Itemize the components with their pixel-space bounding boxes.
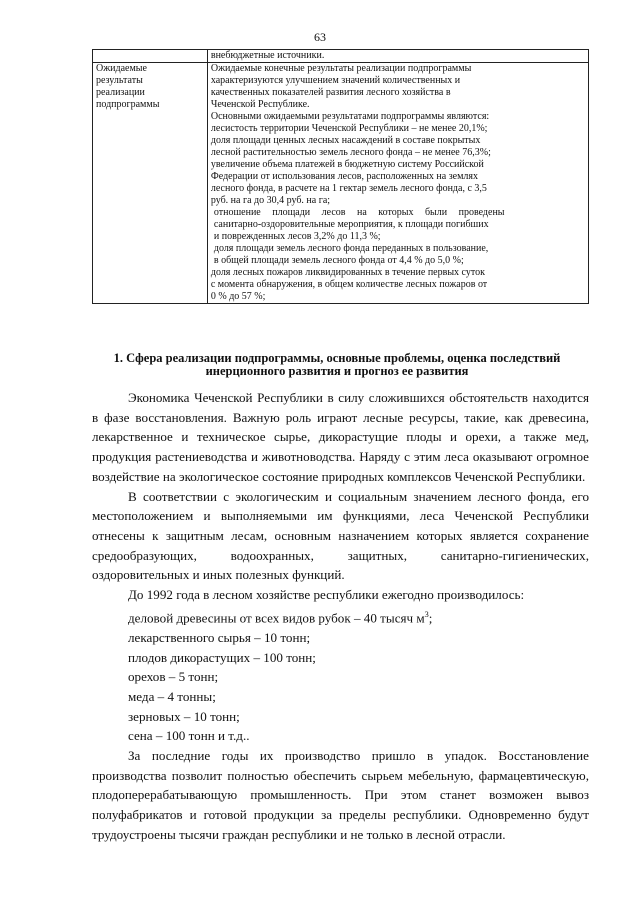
- table-text-line: 0 % до 57 %;: [210, 291, 266, 302]
- table-text-line: лесного фонда, в расчете на 1 гектар земель лесного фонда, с 3,5: [210, 183, 487, 194]
- row-label: [93, 63, 208, 304]
- table-text-line: в общей площади земель лесного фонда от 4,4 % до 5,0 %;: [213, 255, 464, 266]
- row-label-line: результаты: [96, 75, 143, 86]
- section-heading: 1. Сфера реализации подпрограммы, основные проблемы, оценка последствий инерционного развития и прогноз ее развития: [113, 351, 561, 378]
- subprogram-passport-table: [92, 49, 589, 304]
- list-item-text: деловой древесины от всех видов рубок – 40 тысяч м: [128, 610, 425, 626]
- table-text-line: руб. на га до 30,4 руб. на га;: [210, 195, 331, 206]
- list-item: лекарственного сырья – 10 тонн;: [128, 629, 311, 645]
- list-item: орехов – 5 тонн;: [128, 669, 219, 685]
- paragraph: Экономика Чеченской Республики в силу сложившихся обстоятельств находится в фазе восстановления. Важную роль играют лесные ресурсы, такие, как древесина, лекарственное и техническое сырье, дикорастущие плоды и орехи, а также мед, продукция растениеводства и животноводства. Наряду с этим леса оказывают огромное воздействие на экологическое состояние природных комплексов Чеченской Республики.: [92, 390, 589, 484]
- table-text-line: Ожидаемые конечные результаты реализации подпрограммы: [210, 63, 472, 74]
- paragraph: За последние годы их производство пришло в упадок. Восстановление производства позволит полностью обеспечить сырьем мебельную, фармацевтическую, плодоперерабатывающую промышленность. При этом станет возможен вывоз полуфабрикатов и готовой продукции за пределы республики. Одновременно будут трудоустроены тысячи граждан республики и не только в лесной отрасли.: [92, 748, 589, 842]
- list-item: меда – 4 тонны;: [128, 688, 216, 704]
- table-text-line: увеличение объема платежей в бюджетную систему Российской: [210, 159, 484, 170]
- table-text-line: доля площади земель лесного фонда переданных в пользование,: [213, 243, 489, 254]
- list-item-suffix: ;: [428, 610, 433, 626]
- table-text-line: и поврежденных лесов 3,2% до 11,3 %;: [213, 231, 381, 242]
- table-text-line: Основными ожидаемыми результатами подпрограммы являются:: [210, 111, 490, 122]
- paragraph: В соответствии с экологическим и социальным значением лесного фонда, его местоположением и выполняемыми им функциями, леса Чеченской Республики отнесены к защитным лесам, основным назначением которых является сохранение средообразующих, водоохранных, защитных, санитарно-гигиенических, оздоровительных и иных полезных функций.: [92, 488, 589, 583]
- table-row: [93, 63, 589, 304]
- table-text-line: лесистость территории Чеченской Республики – не менее 20,1%;: [210, 123, 488, 134]
- row-label-line: Ожидаемые: [96, 63, 147, 74]
- row-label-line: подпрограммы: [96, 99, 160, 110]
- list-item: зерновых – 10 тонн;: [128, 708, 240, 724]
- table-text-line: внебюджетные источники.: [210, 50, 325, 61]
- table-text-line: характеризуются улучшением значений количественных и: [210, 75, 461, 86]
- table-text-line: доля площади ценных лесных насаждений в составе покрытых: [210, 135, 481, 146]
- list-item: сена – 100 тонн и т.д..: [128, 728, 250, 744]
- table-text-line: отношение площади лесов на которых были проведены: [213, 207, 505, 218]
- table-row: [93, 50, 589, 63]
- list-item: [92, 605, 589, 628]
- paragraph: До 1992 года в лесном хозяйстве республики ежегодно производилось:: [128, 587, 525, 603]
- table-text-line: санитарно-оздоровительные мероприятия, к площади погибших: [213, 219, 489, 230]
- body-text: [92, 388, 589, 845]
- table-cell: [207, 50, 588, 63]
- list-item: плодов дикорастущих – 100 тонн;: [128, 649, 316, 665]
- table-text-line: с момента обнаружения, в общем количестве лесных пожаров от: [210, 279, 488, 290]
- table-cell-empty: [93, 50, 208, 63]
- table-text-line: качественных показателей развития лесного хозяйства в: [210, 87, 451, 98]
- row-label-line: реализации: [96, 87, 145, 98]
- table-text-line: Федерации от использования лесов, расположенных на землях: [210, 171, 479, 182]
- superscript: 3: [424, 609, 429, 619]
- table-text-line: доля лесных пожаров ликвидированных в течение первых суток: [210, 267, 485, 278]
- page-number: 63: [314, 30, 326, 44]
- table-text-line: лесной растительностью земель лесного фонда – не менее 76,3%;: [210, 147, 491, 158]
- table-text-line: Чеченской Республике.: [210, 99, 310, 110]
- expected-results-cell: [207, 63, 588, 304]
